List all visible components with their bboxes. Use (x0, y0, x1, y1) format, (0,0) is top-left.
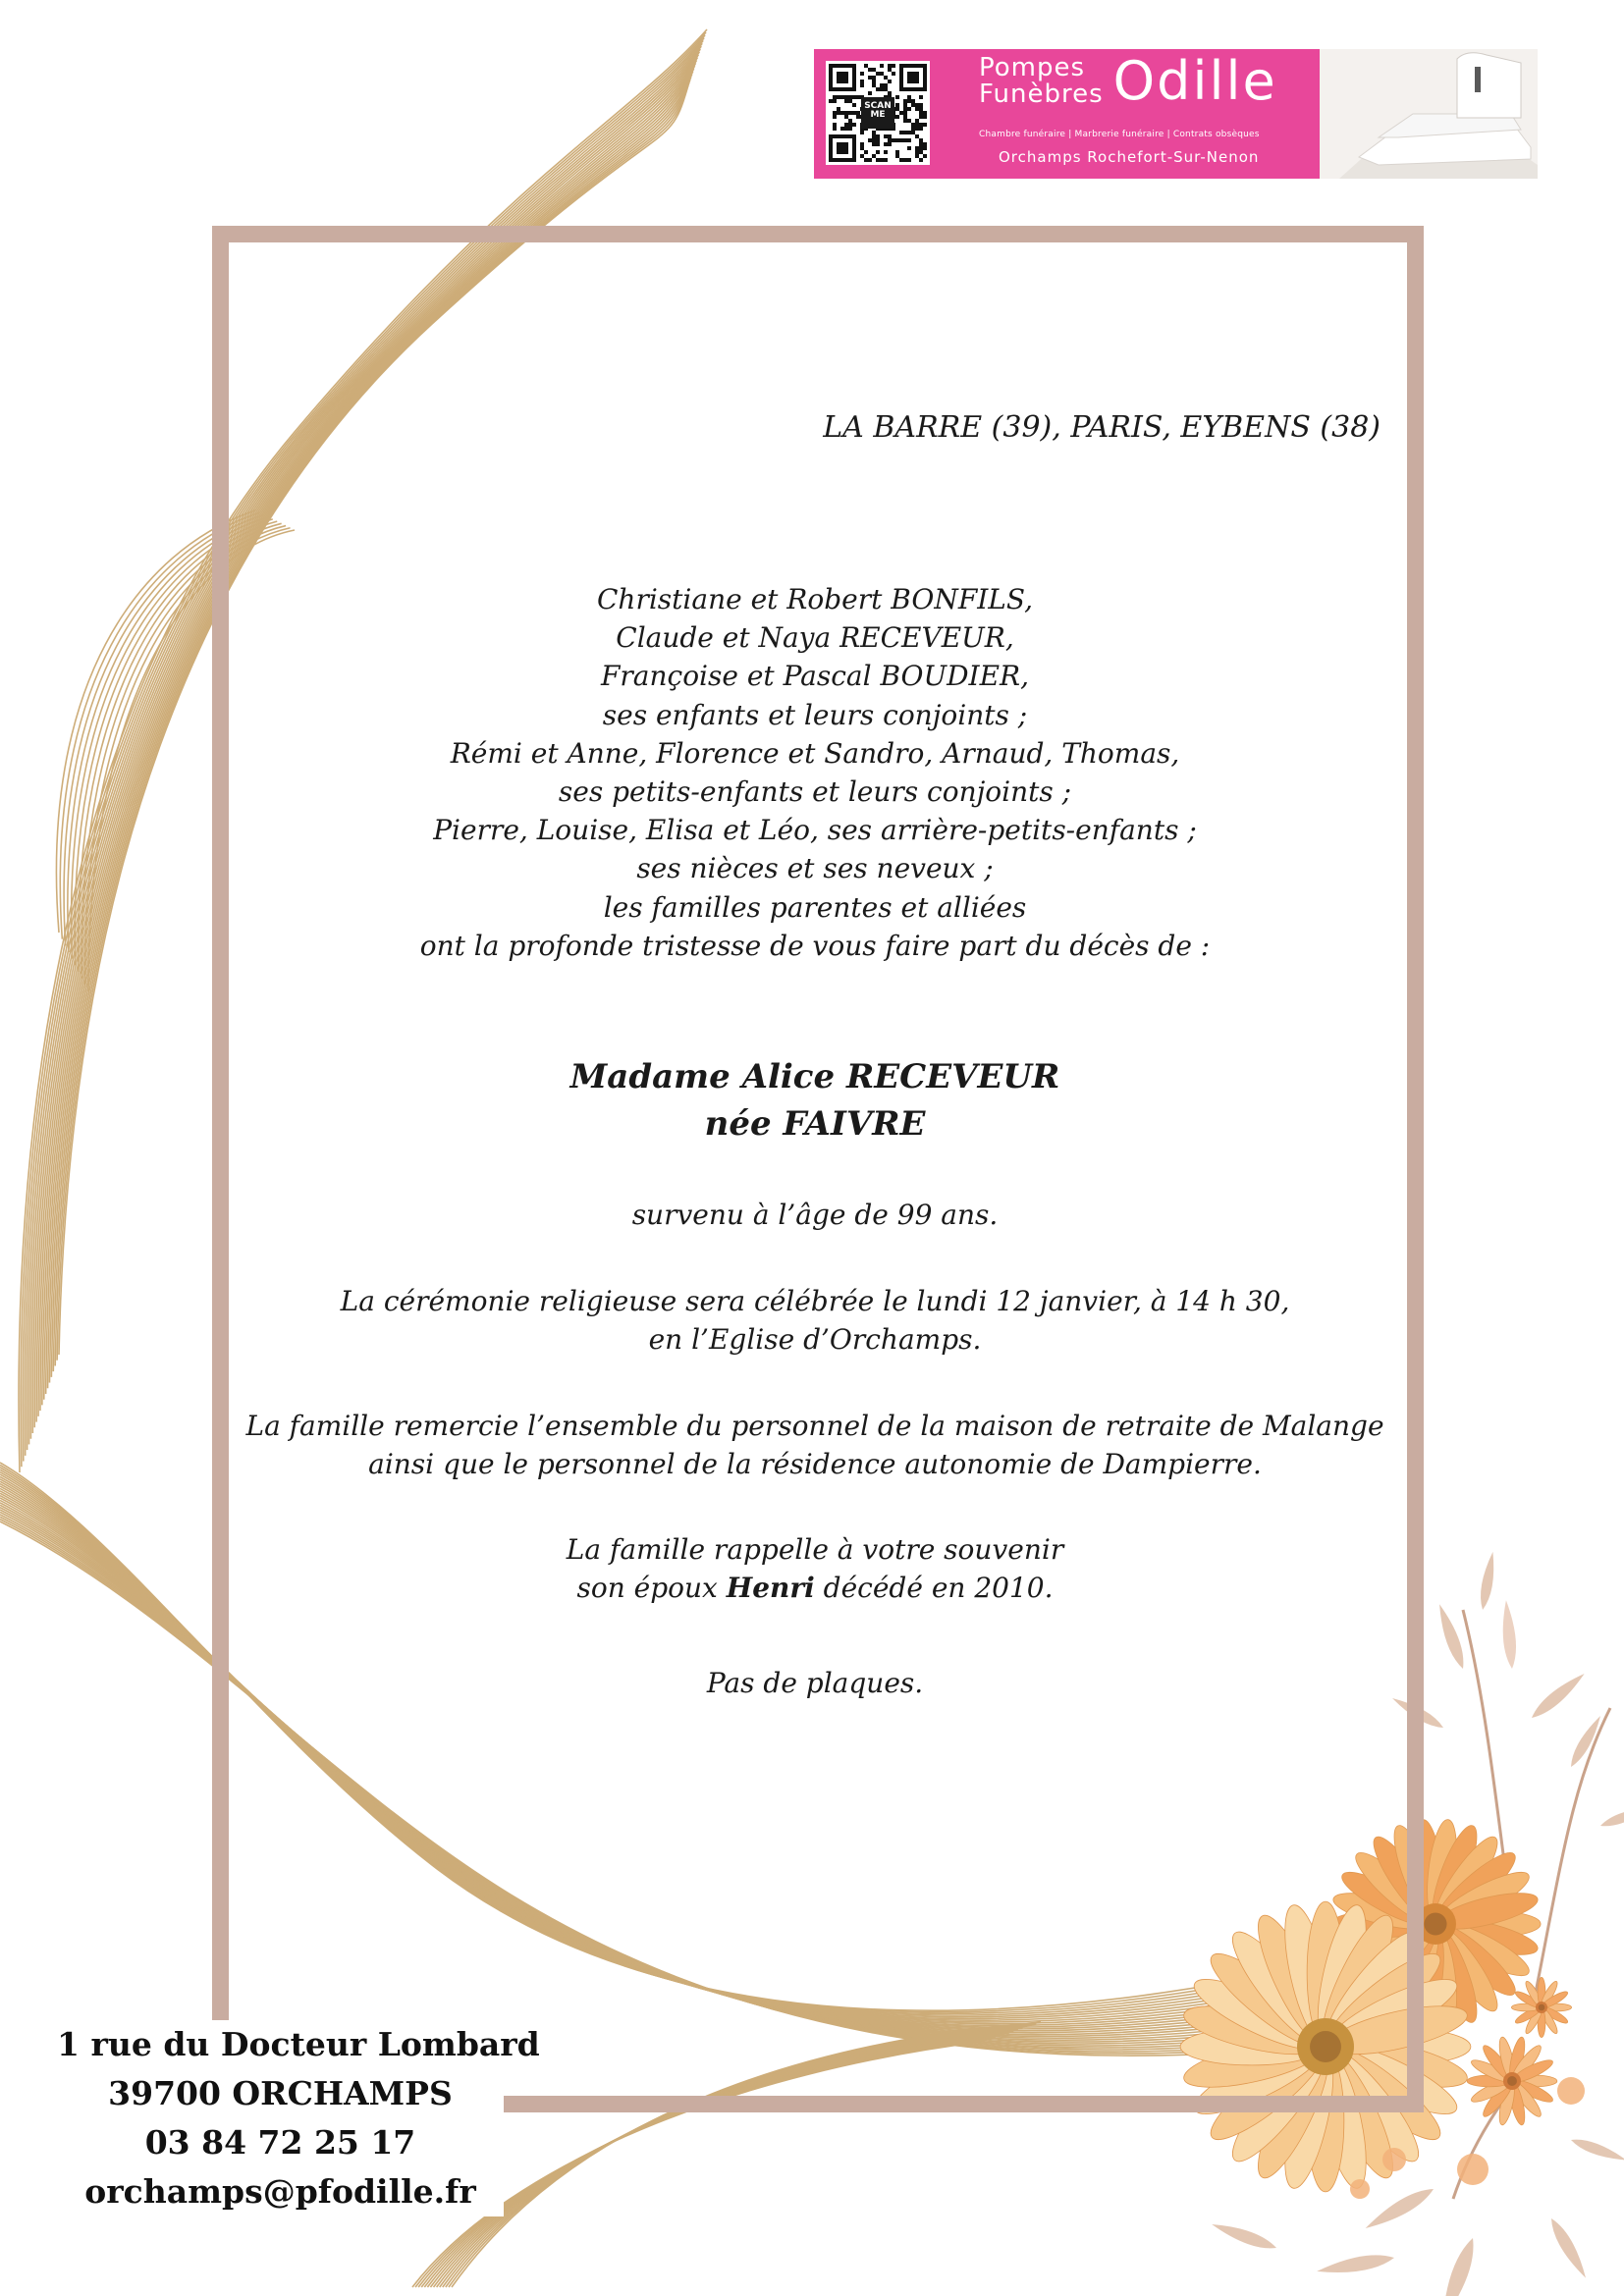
leaf (1478, 1551, 1498, 1611)
leaf (1569, 2135, 1624, 2165)
reminder-text: son époux (576, 1572, 727, 1604)
qr-module (899, 158, 903, 162)
flower-bud (1382, 2148, 1406, 2171)
qr-module (919, 107, 923, 111)
flower (1467, 2036, 1557, 2126)
qr-module (876, 150, 880, 154)
qr-module (903, 158, 907, 162)
family-line: Rémi et Anne, Florence et Sandro, Arnaud, Thomas, (450, 736, 1180, 770)
qr-module (899, 131, 903, 134)
qr-module (903, 103, 907, 107)
qr-module (919, 103, 923, 107)
leaf (1566, 1713, 1604, 1769)
qr-module (915, 146, 919, 150)
qr-module (852, 95, 856, 99)
qr-module (907, 138, 911, 142)
qr-module (884, 83, 888, 87)
qr-module (844, 127, 848, 131)
qr-module (868, 138, 872, 142)
qr-module (911, 131, 915, 134)
qr-module (848, 127, 852, 131)
qr-module (895, 107, 899, 111)
logo-services: Chambre funéraire | Marbrerie funéraire | Contrats obsèques (979, 130, 1260, 139)
family-line: ses nièces et ses neveux ; (636, 852, 994, 885)
qr-module (888, 91, 892, 95)
qr-module (884, 150, 888, 154)
qr-module (888, 80, 892, 83)
qr-module (876, 142, 880, 146)
qr-module (833, 111, 837, 115)
qr-module (892, 72, 895, 76)
qr-module (919, 138, 923, 142)
qr-finder-core (837, 142, 848, 154)
qr-module (903, 115, 907, 119)
qr-module (872, 83, 876, 87)
qr-module (868, 68, 872, 72)
qr-badge-word: SCAN (864, 101, 892, 111)
qr-module (872, 138, 876, 142)
qr-module (907, 99, 911, 103)
qr-module (880, 158, 884, 162)
qr-module (848, 95, 852, 99)
qr-module (852, 103, 856, 107)
contact-phone[interactable]: 03 84 72 25 17 (144, 2123, 416, 2162)
qr-module (911, 99, 915, 103)
qr-module (919, 146, 923, 150)
qr-module (907, 158, 911, 162)
family-line: Claude et Naya RECEVEUR, (616, 621, 1014, 655)
qr-module (892, 64, 895, 68)
thanks-line: La famille remercie l’ensemble du personnel de la maison de retraite de Malange (245, 1410, 1384, 1442)
qr-module (888, 64, 892, 68)
qr-module (856, 111, 860, 115)
qr-module (915, 154, 919, 158)
qr-module (872, 76, 876, 80)
leaf (1210, 2218, 1278, 2254)
qr-module (864, 158, 868, 162)
leaf (1598, 1803, 1624, 1831)
qr-module (876, 134, 880, 138)
qr-module (895, 138, 899, 142)
qr-module (880, 83, 884, 87)
qr-module (923, 115, 927, 119)
qr-module (868, 158, 872, 162)
leaf (1528, 1669, 1589, 1723)
qr-module (833, 115, 837, 119)
qr-module (837, 95, 840, 99)
qr-module (833, 95, 837, 99)
logo-word-funebres: Funèbres (979, 80, 1104, 109)
stem (1532, 1708, 1610, 2012)
qr-module (840, 95, 844, 99)
age-line: survenu à l’âge de 99 ans. (631, 1199, 999, 1231)
qr-module (903, 131, 907, 134)
qr-module (876, 158, 880, 162)
qr-module (895, 154, 899, 158)
logo-wordmark (979, 50, 1277, 112)
contact-email[interactable]: orchamps@pfodille.fr (84, 2172, 476, 2211)
qr-module (923, 111, 927, 115)
monument-image (1320, 49, 1538, 179)
flower-center-dot (1424, 1912, 1446, 1935)
family-line: Françoise et Pascal BOUDIER, (600, 660, 1030, 693)
qr-module (872, 68, 876, 72)
ceremony-line: La cérémonie religieuse sera célébrée le lundi 12 janvier, à 14 h 30, (340, 1285, 1290, 1317)
company-logo-banner (814, 49, 1538, 179)
qr-module (888, 142, 892, 146)
qr-module (903, 138, 907, 142)
qr-module (876, 87, 880, 91)
qr-module (915, 127, 919, 131)
qr-module (872, 134, 876, 138)
qr-module (884, 76, 888, 80)
family-line: Christiane et Robert BONFILS, (597, 583, 1033, 615)
leaf (1546, 2216, 1592, 2281)
qr-module (907, 107, 911, 111)
qr-module (852, 123, 856, 127)
qr-module (856, 115, 860, 119)
qr-module (911, 123, 915, 127)
qr-module (833, 127, 837, 131)
scan-me-badge (861, 97, 894, 129)
age-statement (226, 1196, 1404, 1234)
qr-module (923, 146, 927, 150)
qr-module (919, 111, 923, 115)
qr-module (840, 111, 844, 115)
qr-module (923, 142, 927, 146)
contact-address: 1 rue du Docteur Lombard (57, 2025, 540, 2063)
qr-module (915, 123, 919, 127)
logo-word-odille: Odille (1112, 50, 1277, 112)
flower-bud (1457, 2154, 1489, 2185)
qr-module (895, 150, 899, 154)
qr-module (923, 123, 927, 127)
qr-module (880, 72, 884, 76)
flower-center-dot (1539, 2004, 1545, 2011)
family-line: Pierre, Louise, Elisa et Léo, ses arrière-petits-enfants ; (433, 814, 1197, 847)
qr-module (848, 123, 852, 127)
qr-module (864, 64, 868, 68)
qr-module (903, 107, 907, 111)
qr-module (860, 146, 864, 150)
qr-module (860, 154, 864, 158)
qr-module (907, 95, 911, 99)
reminder-text: décédé en 2010. (814, 1572, 1054, 1604)
flower-bud (1350, 2179, 1370, 2199)
qr-module (915, 119, 919, 123)
qr-module (860, 80, 864, 83)
qr-module (903, 119, 907, 123)
qr-module (880, 87, 884, 91)
qr-module (872, 142, 876, 146)
closing-note (226, 1664, 1404, 1702)
qr-finder-core (907, 72, 919, 83)
qr-module (899, 111, 903, 115)
contact-city: 39700 ORCHAMPS (108, 2074, 453, 2112)
header-places: LA BARRE (39), PARIS, EYBENS (38) (823, 410, 1380, 445)
logo-towns: Orchamps Rochefort-Sur-Nenon (999, 148, 1260, 166)
thanks-paragraph (226, 1407, 1404, 1483)
qr-module (903, 99, 907, 103)
qr-module (888, 68, 892, 72)
qr-module (919, 158, 923, 162)
qr-module (888, 138, 892, 142)
qr-module (860, 72, 864, 76)
qr-module (895, 115, 899, 119)
border-frame (212, 226, 1424, 2112)
qr-module (868, 76, 872, 80)
contact-block (57, 2020, 540, 2216)
qr-module (915, 103, 919, 107)
qr-module (876, 72, 880, 76)
qr-module (837, 107, 840, 111)
thanks-line: ainsi que le personnel de la résidence autonomie de Dampierre. (368, 1448, 1262, 1480)
qr-module (911, 127, 915, 131)
family-line: ont la profonde tristesse de vous faire part du décès de : (419, 929, 1211, 962)
reminder-line: La famille rappelle à votre souvenir (566, 1533, 1064, 1566)
qr-module (880, 64, 884, 68)
qr-module (848, 119, 852, 123)
qr-module (872, 154, 876, 158)
qr-module (860, 131, 864, 134)
qr-module (884, 158, 888, 162)
qr-module (884, 142, 888, 146)
family-line: les familles parentes et alliées (603, 890, 1027, 924)
qr-module (884, 134, 888, 138)
leaf (1435, 2235, 1481, 2296)
qr-module (829, 99, 833, 103)
qr-badge-word: ME (870, 110, 886, 121)
qr-module (915, 134, 919, 138)
qr-module (919, 123, 923, 127)
qr-module (876, 138, 880, 142)
qr-module (923, 154, 927, 158)
spouse-name: Henri (726, 1572, 815, 1604)
qr-module (833, 99, 837, 103)
qr-module (919, 150, 923, 154)
leaf (1500, 1600, 1519, 1670)
qr-module (919, 115, 923, 119)
qr-module (884, 87, 888, 91)
qr-module (915, 107, 919, 111)
qr-module (919, 142, 923, 146)
qr-module (907, 146, 911, 150)
qr-module (844, 99, 848, 103)
leaf (1362, 2183, 1436, 2234)
qr-module (844, 115, 848, 119)
qr-module (907, 119, 911, 123)
deceased-name: Madame Alice RECEVEUR (569, 1057, 1060, 1096)
qr-module (852, 111, 856, 115)
qr-module (899, 138, 903, 142)
flower (1511, 1977, 1571, 2037)
qr-module (844, 95, 848, 99)
family-line: ses petits-enfants et leurs conjoints ; (558, 775, 1072, 809)
ceremony-info (226, 1282, 1404, 1359)
qr-module (837, 111, 840, 115)
qr-module (860, 142, 864, 146)
reminder-line-spouse (226, 1569, 1404, 1607)
qr-module (911, 103, 915, 107)
qr-module (919, 95, 923, 99)
qr-module (864, 150, 868, 154)
qr-module (895, 103, 899, 107)
closing-line: Pas de plaques. (706, 1667, 924, 1699)
qr-module (903, 111, 907, 115)
qr-module (833, 123, 837, 127)
reminder-paragraph (226, 1530, 1404, 1607)
qr-module (844, 111, 848, 115)
family-line: ses enfants et leurs conjoints ; (602, 698, 1028, 731)
qr-module (872, 80, 876, 83)
qr-module (888, 134, 892, 138)
logo-word-pompes: Pompes (979, 53, 1086, 82)
qr-module (844, 123, 848, 127)
flower-bud (1557, 2077, 1585, 2105)
ceremony-line: en l’Eglise d’Orchamps. (648, 1323, 982, 1356)
qr-code[interactable] (826, 61, 930, 165)
qr-module (868, 91, 872, 95)
qr-module (915, 150, 919, 154)
qr-module (848, 111, 852, 115)
qr-module (848, 99, 852, 103)
leaf (1316, 2251, 1395, 2278)
qr-finder-core (837, 72, 848, 83)
flower-center-dot (1507, 2076, 1517, 2086)
qr-module (907, 131, 911, 134)
qr-module (856, 95, 860, 99)
qr-module (840, 127, 844, 131)
deceased-birth-name: née FAIVRE (704, 1104, 926, 1144)
qr-module (872, 131, 876, 134)
family-announcement (226, 580, 1404, 965)
qr-module (919, 127, 923, 131)
qr-module (892, 138, 895, 142)
qr-module (860, 83, 864, 87)
qr-module (895, 95, 899, 99)
